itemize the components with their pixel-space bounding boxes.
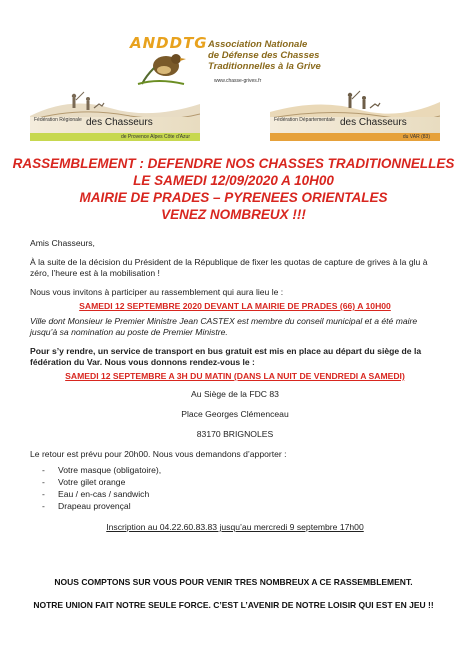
anddtg-logo — [118, 32, 348, 92]
anddtg-name-line3: Traditionnelles à la Grive — [208, 61, 321, 72]
closing-line-1: NOUS COMPTONS SUR VOUS POUR VENIR TRES NOMBREUX A CE RASSEMBLEMENT. — [54, 577, 413, 587]
title-line-2: LE SAMEDI 12/09/2020 A 10H00 — [133, 173, 334, 188]
title-line-3: MAIRIE DE PRADES – PYRENEES ORIENTALES — [79, 190, 388, 205]
address-line-3: 83170 BRIGNOLES — [196, 429, 274, 439]
federation-regionale-label — [30, 117, 200, 133]
federation-departementale-label — [270, 117, 440, 133]
fed-left-big-text: des Chasseurs — [86, 117, 153, 128]
fed-left-subtitle: de Provence Alpes Côte d'Azur — [30, 133, 200, 141]
address-line-1: Au Siège de la FDC 83 — [191, 389, 279, 399]
paragraph-prades-note: Ville dont Monsieur le Premier Ministre Jean CASTEX est membre du conseil municipal et a été maire jusqu’à sa nomination au poste de Premier Ministre. — [30, 316, 418, 337]
paragraph-transport: Pour s’y rendre, un service de transport en bus gratuit est mis en place au départ du siège de la fédération du Var. Nous vous donnons rendez-vous le : — [30, 346, 422, 367]
federation-departementale-logo — [270, 86, 440, 140]
title-line-1: RASSEMBLEMENT : DEFENDRE NOS CHASSES TRADITIONNELLES — [12, 156, 455, 171]
list-item: - Votre masque (obligatoire), — [42, 465, 440, 476]
items-list — [42, 465, 440, 512]
announcement-titles — [0, 155, 467, 223]
anddtg-name-line2: de Défense des Chasses — [208, 50, 320, 61]
paragraph-return: Le retour est prévu pour 20h00. Nous vous demandons d’apporter : — [30, 449, 287, 459]
greeting: Amis Chasseurs, — [30, 238, 95, 248]
header — [0, 0, 467, 150]
anddtg-name-line1: Association Nationale — [208, 39, 308, 50]
title-line-4: VENEZ NOMBREUX !!! — [161, 207, 306, 222]
fed-left-small-text: Fédération Régionale — [34, 117, 82, 123]
fed-right-small-text: Fédération Départementale — [274, 117, 335, 123]
anddtg-url: www.chasse-grives.fr — [214, 78, 262, 84]
event-date: SAMEDI 12 SEPTEMBRE 2020 DEVANT LA MAIRIE DE PRADES (66) A 10H00 — [79, 301, 391, 311]
list-item: - Eau / en-cas / sandwich — [42, 489, 440, 500]
fed-right-big-text: des Chasseurs — [340, 117, 407, 128]
paragraph-invitation: Nous vous invitons à participer au rassemblement qui aura lieu le : — [30, 287, 284, 297]
closing-statement — [0, 577, 467, 623]
fed-right-subtitle: du VAR (83) — [270, 133, 440, 141]
anddtg-full-name — [208, 39, 348, 72]
inscription-info: Inscription au 04.22.60.83.83 jusqu’au mercredi 9 septembre 17h00 — [106, 522, 364, 532]
rendezvous-date: SAMEDI 12 SEPTEMBRE A 3H DU MATIN (DANS LA NUIT DE VENDREDI A SAMEDI) — [65, 371, 405, 381]
address-line-2: Place Georges Clémenceau — [181, 409, 289, 419]
letter-body — [30, 238, 440, 533]
federation-regionale-logo — [30, 86, 200, 140]
closing-line-2: NOTRE UNION FAIT NOTRE SEULE FORCE. C’EST L’AVENIR DE NOTRE LOISIR QUI EST EN JEU !! — [33, 600, 434, 610]
list-item: - Drapeau provençal — [42, 501, 440, 512]
list-item: - Votre gilet orange — [42, 477, 440, 488]
anddtg-acronym: ANDDTG — [130, 34, 208, 52]
paragraph-decision: À la suite de la décision du Président de la République de fixer les quotas de capture de grives à la glu à zéro, l’heure est à la mobilisation ! — [30, 257, 428, 278]
